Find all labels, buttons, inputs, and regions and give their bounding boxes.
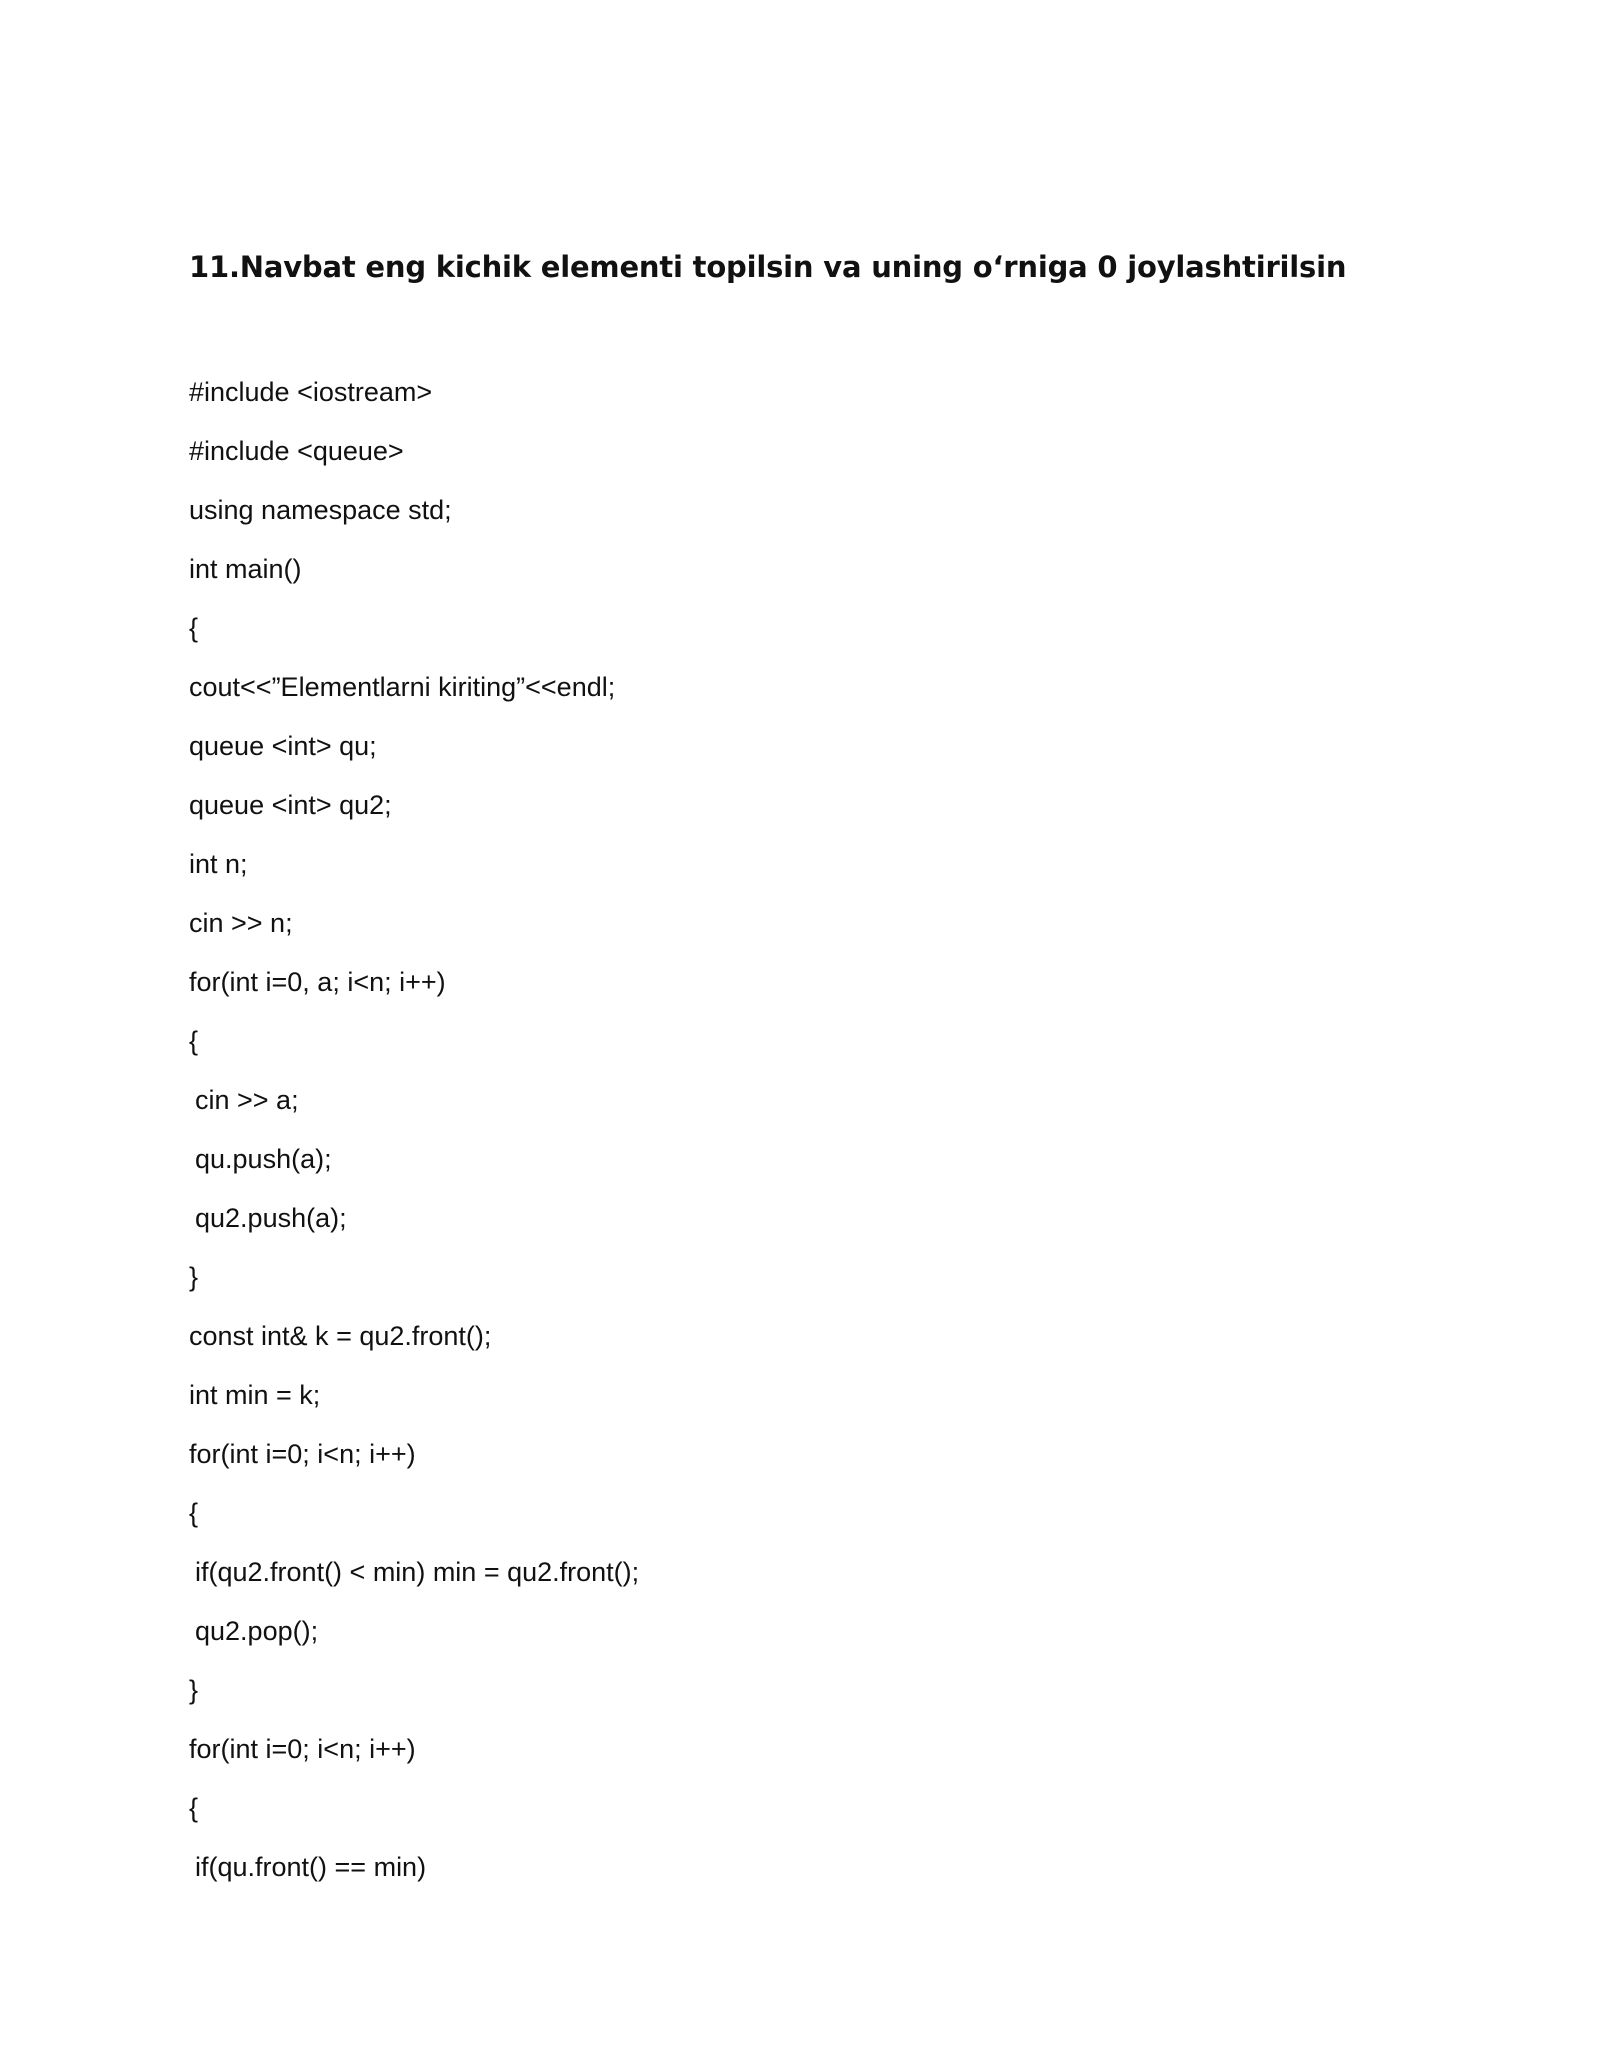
- code-line: {: [189, 613, 199, 643]
- code-line: if(qu2.front() < min) min = qu2.front();: [195, 1557, 640, 1587]
- code-line: cin >> a;: [195, 1085, 299, 1115]
- code-line: qu.push(a);: [195, 1144, 332, 1174]
- code-line: for(int i=0; i<n; i++): [189, 1734, 416, 1764]
- code-line: queue <int> qu2;: [189, 790, 392, 820]
- code-line: using namespace std;: [189, 495, 452, 525]
- code-line: const int& k = qu2.front();: [189, 1321, 492, 1351]
- code-line: for(int i=0, a; i<n; i++): [189, 967, 446, 997]
- section-heading: 11.Navbat eng kichik elementi topilsin va uning o‘rniga 0 joylashtirilsin: [189, 250, 1347, 284]
- code-line: for(int i=0; i<n; i++): [189, 1439, 416, 1469]
- code-listing: [189, 372, 1389, 1906]
- code-line: queue <int> qu;: [189, 731, 377, 761]
- code-line: cin >> n;: [189, 908, 293, 938]
- code-line: cout<<”Elementlarni kiriting”<<endl;: [189, 672, 616, 702]
- code-line: qu2.push(a);: [195, 1203, 347, 1233]
- code-line: {: [189, 1498, 199, 1528]
- code-line: #include <iostream>: [189, 377, 433, 407]
- code-line: {: [189, 1026, 199, 1056]
- code-line: int min = k;: [189, 1380, 321, 1410]
- code-line: }: [189, 1262, 199, 1292]
- code-line: if(qu.front() == min): [195, 1852, 427, 1882]
- code-line: #include <queue>: [189, 436, 404, 466]
- code-line: qu2.pop();: [195, 1616, 319, 1646]
- code-line: {: [189, 1793, 199, 1823]
- code-line: int main(): [189, 554, 302, 584]
- code-line: int n;: [189, 849, 248, 879]
- code-line: }: [189, 1675, 199, 1705]
